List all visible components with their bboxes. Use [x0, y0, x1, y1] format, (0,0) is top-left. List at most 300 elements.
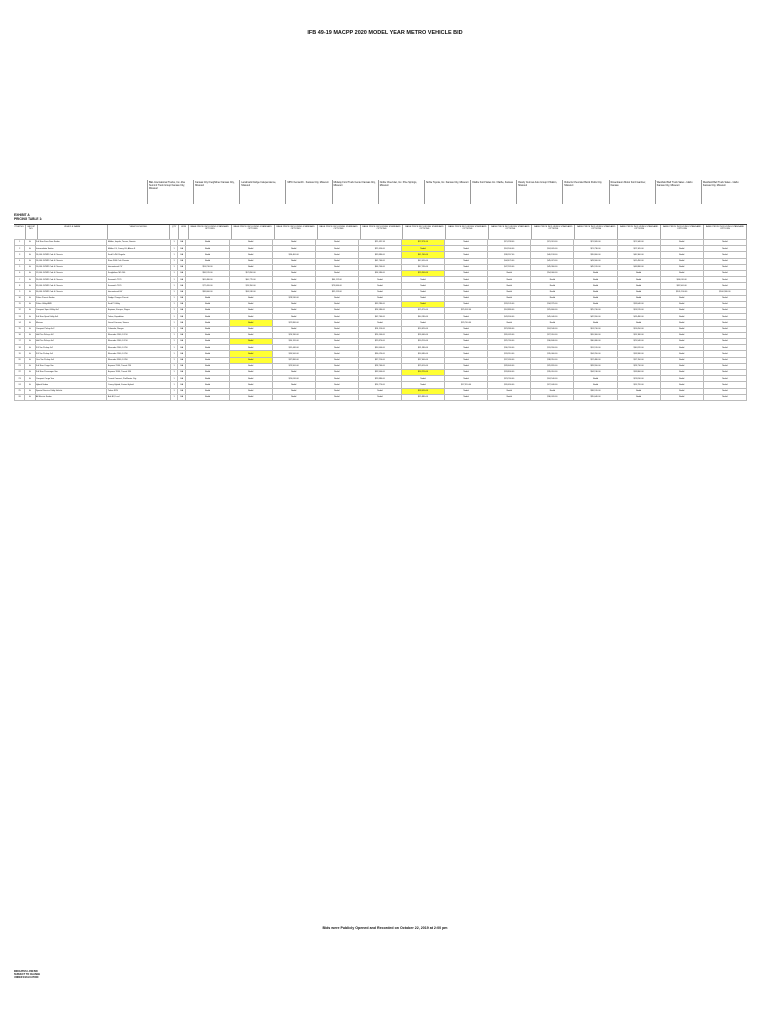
table-cell: A: [25, 394, 35, 400]
price-cell: Nodid: [445, 332, 488, 338]
table-cell: 21: [15, 363, 25, 369]
header-base-price: BASE PRICE INCLUDING STANDARD OPTIONS: [704, 225, 747, 239]
table-cell: 3: [15, 252, 25, 258]
table-cell: Silverado 3500, F-350: [107, 357, 171, 363]
price-cell: $35,880.00: [401, 394, 444, 400]
price-cell: $34,020.00: [358, 351, 401, 357]
vendor-header-row: [147, 180, 747, 204]
price-cell: Nodid: [660, 308, 703, 314]
table-cell: A: [25, 326, 35, 332]
price-cell: Nodid: [229, 258, 272, 264]
legend-line-3: UNDER EVALUATION: [14, 976, 39, 980]
table-cell: EA: [178, 351, 186, 357]
table-row: [15, 394, 747, 400]
table-cell: Compact Cargo Van: [35, 376, 107, 382]
table-cell: 1: [171, 339, 178, 345]
price-cell: Nodid: [574, 270, 617, 276]
price-cell: Nodid: [488, 388, 531, 394]
price-cell: $29,820.00: [531, 363, 574, 369]
price-cell: $34,225.00: [531, 301, 574, 307]
price-cell: Nodid: [229, 339, 272, 345]
table-cell: 1: [171, 332, 178, 338]
table-cell: A: [25, 369, 35, 375]
price-cell: $45,360.00: [531, 264, 574, 270]
table-cell: Camry Hybrid, Fusion Hybrid: [107, 382, 171, 388]
price-cell: Nodid: [617, 394, 660, 400]
price-cell: Nodid: [703, 345, 746, 351]
price-cell: Nodid: [703, 388, 746, 394]
price-cell: $33,105.00: [488, 301, 531, 307]
price-cell: Nodid: [488, 283, 531, 289]
price-cell: Nodid: [401, 246, 444, 252]
price-cell: $24,500.00: [488, 246, 531, 252]
price-cell: Nodid: [401, 376, 444, 382]
price-cell: Nodid: [445, 240, 488, 246]
price-cell: Nodid: [186, 369, 229, 375]
price-cell: $24,050.00: [617, 326, 660, 332]
vendor-name-5: Midway Ford Truck Center Kansas City, Missouri: [332, 180, 378, 204]
price-cell: Nodid: [660, 369, 703, 375]
price-cell: $60,775.00: [229, 277, 272, 283]
price-cell: Nodid: [401, 382, 444, 388]
vendor-name-3: Landmark Dodge Independence, Missouri: [239, 180, 285, 204]
table-cell: A: [25, 345, 35, 351]
price-cell: Nodid: [272, 277, 315, 283]
price-cell: Nodid: [229, 345, 272, 351]
price-cell: Nodid: [660, 301, 703, 307]
price-cell: $33,800.00: [488, 369, 531, 375]
price-cell: $30,210.00: [401, 339, 444, 345]
price-cell: Nodid: [315, 295, 358, 301]
price-cell: Nodid: [703, 376, 746, 382]
price-cell: $23,980.00: [488, 326, 531, 332]
table-cell: 22: [15, 369, 25, 375]
price-cell: $22,880.00: [272, 320, 315, 326]
price-cell: $30,080.00: [574, 339, 617, 345]
table-cell: Minivan: [35, 320, 107, 326]
price-cell: Nodid: [703, 357, 746, 363]
header-base-price: BASE PRICE INCLUDING STANDARD OPTIONS: [232, 225, 275, 239]
table-cell: A: [25, 382, 35, 388]
price-cell: Nodid: [445, 264, 488, 270]
price-cell: Nodid: [229, 394, 272, 400]
price-cell: Nodid: [315, 339, 358, 345]
price-cell: Nodid: [660, 363, 703, 369]
table-cell: A: [25, 277, 35, 283]
price-cell: Nodid: [229, 369, 272, 375]
table-cell: All Electric Sedan: [35, 394, 107, 400]
price-cell: $46,880.00: [617, 264, 660, 270]
price-cell: $25,660.00: [531, 308, 574, 314]
price-cell: $27,010.00: [531, 332, 574, 338]
price-cell: $31,440.00: [272, 345, 315, 351]
table-cell: 3/4 Ton Pickup 4x4: [35, 351, 107, 357]
price-cell: Nodid: [315, 264, 358, 270]
price-cell: $34,220.00: [401, 369, 444, 375]
table-cell: Ram 4500 Cab Chassis: [107, 258, 171, 264]
price-cell: Nodid: [660, 339, 703, 345]
column-header-row: [14, 224, 747, 240]
price-cell: $30,870.00: [617, 345, 660, 351]
table-cell: 1: [171, 314, 178, 320]
vendor-name-10: Roberts Chevrolet Buick Pettis City, Missouri: [562, 180, 608, 204]
price-cell: Nodid: [617, 320, 660, 326]
price-cell: Nodid: [315, 270, 358, 276]
price-cell: $35,640.00: [574, 394, 617, 400]
price-cell: $42,990.00: [574, 314, 617, 320]
price-cell: Nodid: [445, 376, 488, 382]
price-cell: $55,300.00: [401, 270, 444, 276]
table-cell: A: [25, 240, 35, 246]
price-cell: $29,870.00: [358, 339, 401, 345]
price-cell: $29,900.00: [272, 363, 315, 369]
vendor-name-4: MHC Kenworth · Kansas City, Missouri: [285, 180, 331, 204]
price-cell: Nodid: [660, 394, 703, 400]
price-cell: Nodid: [315, 246, 358, 252]
price-cell: $37,210.00: [358, 357, 401, 363]
price-cell: $23,810.00: [617, 376, 660, 382]
table-cell: 1: [171, 363, 178, 369]
table-cell: 8: [15, 283, 25, 289]
table-cell: 12: [15, 308, 25, 314]
table-cell: Ford PI Utility: [107, 301, 171, 307]
table-cell: Full Size Passenger Van: [35, 369, 107, 375]
header-base-price: BASE PRICE INCLUDING STANDARD OPTIONS: [189, 225, 232, 239]
price-cell: $43,480.00: [617, 314, 660, 320]
table-cell: 1: [171, 240, 178, 246]
table-cell: A: [25, 320, 35, 326]
table-cell: EA: [178, 277, 186, 283]
table-cell: EA: [178, 308, 186, 314]
price-cell: Nodid: [272, 246, 315, 252]
table-cell: EA: [178, 339, 186, 345]
vendor-name-1: BEL International Trucks, Inc. dba Summit Truck Group Kansas City, Missouri: [147, 180, 193, 204]
price-cell: Nodid: [229, 246, 272, 252]
table-cell: Kenworth T370: [107, 283, 171, 289]
price-cell: Nodid: [315, 326, 358, 332]
table-cell: A: [25, 289, 35, 295]
price-cell: Nodid: [229, 240, 272, 246]
vendor-name-13: Westfield Bell Truck Sales - Idaho Kansas City, Missouri: [701, 180, 747, 204]
price-cell: $64,112.00: [315, 277, 358, 283]
price-cell: $98,660.00: [186, 289, 229, 295]
price-cell: Nodid: [488, 289, 531, 295]
table-cell: 13: [15, 314, 25, 320]
price-cell: Nodid: [229, 382, 272, 388]
vendor-name-8: Olathe Ford Sales Inc. Olathe, Kansas: [470, 180, 516, 204]
price-cell: Nodid: [186, 376, 229, 382]
price-cell: Nodid: [574, 320, 617, 326]
price-cell: $24,110.00: [358, 326, 401, 332]
price-cell: $41,260.00: [401, 252, 444, 258]
price-cell: $33,640.00: [617, 301, 660, 307]
exhibit-line-1: EXHIBIT A: [14, 213, 30, 217]
price-cell: $35,010.00: [531, 369, 574, 375]
price-cell: Nodid: [315, 382, 358, 388]
price-cell: Nodid: [574, 283, 617, 289]
table-cell: 1: [171, 320, 178, 326]
table-cell: 15: [15, 326, 25, 332]
price-cell: $21,298.00: [488, 240, 531, 246]
price-cell: Nodid: [186, 308, 229, 314]
table-cell: Transit Connect, ProMaster City: [107, 376, 171, 382]
table-cell: A: [25, 264, 35, 270]
exhibit-line-2: PRICING TABLE 1:: [14, 217, 43, 221]
table-cell: A: [25, 376, 35, 382]
price-cell: $38,450.00: [401, 388, 444, 394]
price-cell: $42,760.00: [358, 314, 401, 320]
table-cell: 1: [171, 308, 178, 314]
price-cell: Nodid: [445, 301, 488, 307]
table-cell: 1: [171, 357, 178, 363]
table-cell: Tahoe SSV: [107, 388, 171, 394]
price-cell: Nodid: [574, 277, 617, 283]
header-group: GROUP NO.: [26, 225, 38, 239]
table-cell: 1: [171, 351, 178, 357]
price-cell: Nodid: [358, 283, 401, 289]
table-cell: 1: [171, 283, 178, 289]
price-cell: $26,460.00: [401, 332, 444, 338]
price-cell: Nodid: [531, 295, 574, 301]
table-cell: Compact Pickup 4x2: [35, 326, 107, 332]
legend-line-2: SUBJECT TO CHANGE: [14, 973, 41, 977]
price-cell: Nodid: [186, 363, 229, 369]
price-cell: Nodid: [703, 295, 746, 301]
price-cell: Nodid: [358, 277, 401, 283]
price-cell: $21,736.00: [574, 246, 617, 252]
price-cell: Nodid: [401, 283, 444, 289]
table-cell: A: [25, 301, 35, 307]
price-cell: Nodid: [660, 314, 703, 320]
table-cell: EA: [178, 314, 186, 320]
price-cell: $45,021.00: [531, 258, 574, 264]
price-cell: Nodid: [272, 388, 315, 394]
price-cell: $44,180.00: [401, 314, 444, 320]
table-cell: A: [25, 258, 35, 264]
price-cell: Nodid: [272, 326, 315, 332]
price-cell: $26,020.00: [488, 332, 531, 338]
table-cell: 20: [15, 357, 25, 363]
price-cell: Nodid: [445, 277, 488, 283]
price-cell: Nodid: [186, 246, 229, 252]
price-cell: Nodid: [488, 320, 531, 326]
table-cell: EA: [178, 258, 186, 264]
price-cell: $26,180.00: [617, 332, 660, 338]
price-cell: $76,350.00: [229, 283, 272, 289]
price-cell: $37,150.00: [617, 357, 660, 363]
vendor-name-9: Randy Curnow Auto Group O'Fallon, Missouri: [516, 180, 562, 204]
price-cell: Nodid: [488, 277, 531, 283]
price-cell: Nodid: [272, 382, 315, 388]
price-cell: Nodid: [703, 308, 746, 314]
price-cell: $45,120.00: [574, 264, 617, 270]
table-cell: 1: [171, 277, 178, 283]
price-cell: Nodid: [703, 258, 746, 264]
price-cell: Nodid: [617, 289, 660, 295]
vendor-name-11: Rosenbaum Motor Ford Gardner, Kansas: [609, 180, 655, 204]
price-cell: Nodid: [445, 369, 488, 375]
table-cell: 1: [171, 246, 178, 252]
price-cell: Nodid: [445, 289, 488, 295]
table-cell: International CV: [107, 264, 171, 270]
price-cell: Nodid: [703, 394, 746, 400]
table-cell: 1: [171, 369, 178, 375]
price-cell: Nodid: [703, 339, 746, 345]
price-cell: $66,010.00: [660, 277, 703, 283]
table-cell: 16: [15, 332, 25, 338]
table-cell: Hybrid Sedan: [35, 382, 107, 388]
table-cell: EA: [178, 320, 186, 326]
price-cell: $25,210.00: [574, 308, 617, 314]
price-cell: $26,770.00: [358, 382, 401, 388]
price-cell: $33,940.00: [358, 369, 401, 375]
price-cell: $28,710.00: [617, 363, 660, 369]
header-item: ITEM NO.: [14, 225, 26, 239]
price-cell: $36,400.00: [272, 252, 315, 258]
table-cell: EA: [178, 289, 186, 295]
price-cell: $26,720.00: [617, 382, 660, 388]
price-cell: Nodid: [272, 369, 315, 375]
vendor-name-6: Noble Chevrolet, Inc. Pine Springs, Missouri: [378, 180, 424, 204]
price-cell: $29,010.00: [401, 363, 444, 369]
price-cell: $25,902.00: [445, 308, 488, 314]
table-cell: EA: [178, 295, 186, 301]
header-uom: UOM: [179, 225, 189, 239]
price-cell: Nodid: [315, 394, 358, 400]
table-cell: Half Ton Pickup 4x2: [35, 332, 107, 338]
price-cell: $31,990.00: [531, 345, 574, 351]
table-cell: 16,000 GVWR Cab & Chassis: [35, 264, 107, 270]
table-cell: A: [25, 252, 35, 258]
legend-line-1: INDICATES LOW BID: [14, 970, 38, 973]
price-cell: $24,610.00: [272, 376, 315, 382]
price-cell: $37,090.00: [488, 357, 531, 363]
table-cell: A: [25, 388, 35, 394]
price-cell: Nodid: [445, 314, 488, 320]
price-cell: Nodid: [315, 369, 358, 375]
price-cell: Nodid: [186, 252, 229, 258]
price-cell: $24,540.00: [531, 376, 574, 382]
price-cell: Nodid: [315, 345, 358, 351]
price-cell: $24,940.00: [531, 326, 574, 332]
price-cell: Nodid: [703, 246, 746, 252]
table-cell: 6: [15, 270, 25, 276]
price-cell: Nodid: [229, 376, 272, 382]
price-cell: Nodid: [186, 314, 229, 320]
header-qty: QTY: [170, 225, 179, 239]
table-cell: 1: [15, 240, 25, 246]
price-cell: $33,910.00: [488, 351, 531, 357]
table-cell: 1: [171, 264, 178, 270]
price-cell: $24,980.00: [358, 308, 401, 314]
table-cell: 5: [15, 264, 25, 270]
price-cell: Nodid: [445, 283, 488, 289]
price-cell: Nodid: [445, 345, 488, 351]
table-cell: Malibu, Impala, Taurus, Sonata: [107, 240, 171, 246]
table-cell: Colorado, Ranger: [107, 326, 171, 332]
price-cell: Nodid: [660, 240, 703, 246]
table-cell: 1: [171, 382, 178, 388]
price-cell: Nodid: [660, 357, 703, 363]
table-cell: 2: [15, 246, 25, 252]
price-cell: Nodid: [445, 258, 488, 264]
table-cell: A: [25, 308, 35, 314]
price-cell: Nodid: [229, 301, 272, 307]
table-cell: 1: [171, 394, 178, 400]
table-cell: 3/4 Ton Pickup 4x2: [35, 345, 107, 351]
price-cell: $38,310.00: [531, 357, 574, 363]
table-cell: A: [25, 246, 35, 252]
price-cell: $37,480.00: [574, 357, 617, 363]
price-cell: Nodid: [703, 382, 746, 388]
table-cell: Intermediate Sedan: [35, 246, 107, 252]
price-cell: Nodid: [617, 277, 660, 283]
table-cell: One Ton Pickup 4x4: [35, 357, 107, 363]
table-cell: 1: [171, 258, 178, 264]
price-cell: Nodid: [272, 314, 315, 320]
price-cell: $24,915.00: [617, 308, 660, 314]
price-cell: Nodid: [445, 339, 488, 345]
price-cell: Nodid: [617, 270, 660, 276]
price-cell: Nodid: [186, 320, 229, 326]
price-cell: Nodid: [574, 376, 617, 382]
price-cell: Nodid: [574, 289, 617, 295]
price-cell: $30,120.00: [272, 339, 315, 345]
price-cell: Nodid: [186, 351, 229, 357]
price-cell: Nodid: [315, 308, 358, 314]
price-cell: Nodid: [229, 295, 272, 301]
price-cell: $21,340.00: [617, 240, 660, 246]
table-cell: A: [25, 363, 35, 369]
document-title: IFB 49-19 MACPP 2020 MODEL YEAR METRO VEHICLE BID: [307, 30, 463, 36]
price-cell: Nodid: [445, 326, 488, 332]
header-base-price: BASE PRICE INCLUDING STANDARD OPTIONS: [618, 225, 661, 239]
table-cell: 1: [171, 345, 178, 351]
price-cell: $29,740.00: [445, 320, 488, 326]
table-cell: Freightliner M2-106: [107, 270, 171, 276]
price-cell: Nodid: [401, 277, 444, 283]
price-cell: Nodid: [703, 252, 746, 258]
price-cell: Nodid: [186, 394, 229, 400]
table-cell: EA: [178, 252, 186, 258]
table-cell: Grand Caravan, Sienna: [107, 320, 171, 326]
table-cell: 1: [171, 388, 178, 394]
header-base-price: BASE PRICE INCLUDING STANDARD OPTIONS: [446, 225, 489, 239]
price-cell: Nodid: [315, 388, 358, 394]
price-cell: Nodid: [315, 351, 358, 357]
table-cell: EA: [178, 388, 186, 394]
price-cell: Nodid: [531, 277, 574, 283]
price-cell: Nodid: [272, 308, 315, 314]
header-base-price: BASE PRICE INCLUDING STANDARD OPTIONS: [575, 225, 618, 239]
price-cell: Nodid: [315, 258, 358, 264]
price-cell: Nodid: [315, 357, 358, 363]
header-base-price: BASE PRICE INCLUDING STANDARD OPTIONS: [489, 225, 532, 239]
price-cell: $41,490.00: [617, 258, 660, 264]
price-cell: $26,300.00: [574, 332, 617, 338]
price-cell: $47,920.00: [488, 264, 531, 270]
price-cell: $24,210.00: [574, 326, 617, 332]
table-cell: A: [25, 283, 35, 289]
table-cell: 11: [15, 301, 25, 307]
price-cell: Nodid: [703, 283, 746, 289]
price-cell: Nodid: [229, 308, 272, 314]
price-cell: $31,120.00: [574, 345, 617, 351]
price-cell: Nodid: [660, 382, 703, 388]
price-cell: $42,050.00: [401, 258, 444, 264]
price-cell: Nodid: [229, 252, 272, 258]
price-cell: $40,300.00: [617, 252, 660, 258]
